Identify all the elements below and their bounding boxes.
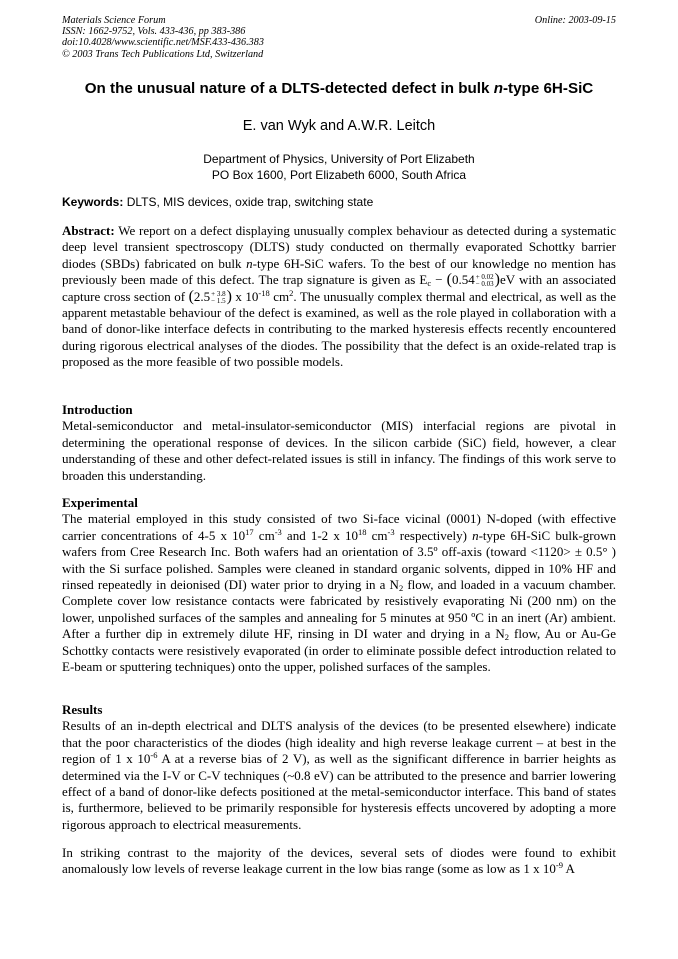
introduction-section (62, 402, 616, 484)
trap-energy: $E_c - (0.54$ + 0.02 − 0.03 )eV with an associated capture cross section of (62, 271, 616, 304)
issn-line: ISSN: 1662-9752, Vols. 433-436, pp 383-386 (62, 26, 246, 38)
doi-line: doi:10.4028/www.scientific.net/MSF.433-436.383 (62, 37, 264, 49)
introduction-text: Metal-semiconductor and metal-insulator-semiconductor (MIS) interfacial regions are pivotal in determining the operational response of devices. In the silicon carbide (SiC) field, however, a clear understanding of these and other defect-related issues is still in infancy. The findings of this work serve to broaden this understanding. (62, 418, 616, 483)
experimental-section: Experimental The material employed in this study consisted of two Si-face vicinal (0001) N-doped (with effective carrier concentrations of 4-5 x $10^{17}$ $cm^{-3}$ and 1-2 x $10^{18}$ $cm^{-3}$ respectively) n-type 6H-SiC bulk-grown wafers from Cree Research Inc. Both wafers had an orientation of 3.5º off-axis (toward <1120> ± 0.5° ) with the Si surface polished. Samples were cleaned in standard organic solvents, dipped in 10% HF and rinsed repeatedly in deionised (DI) water prior to drying in a $N_2$ flow, and loaded in a vacuum chamber. Complete cover low resistance contacts were fabricated by resistively evaporating Ni (200 nm) on the lower, unpolished surfaces of the samples and annealing for 5 minutes at 950 ºC in an inert (Ar) ambient. After a further dip in extremely dilute HF, rinsing in DI water and drying in a $N_2$ flow, Au or Au-Ge Schottky contacts were resistively evaporated (in order to eliminate possible defect introduction related to E-beam or sputtering techniques) onto the upper, polished surfaces of the samples. (62, 495, 616, 675)
introduction-heading: Introduction (62, 402, 133, 417)
journal-name: Materials Science Forum (62, 15, 166, 26)
affiliation (62, 151, 616, 183)
keywords (62, 195, 616, 210)
abstract-label: Abstract: (62, 223, 115, 238)
affiliation-line-1: Department of Physics, University of Port Elizabeth (203, 152, 475, 166)
experimental-heading: Experimental (62, 495, 138, 510)
affiliation-line-2: PO Box 1600, Port Elizabeth 6000, South Africa (211, 168, 467, 182)
results-section: Results Results of an in-depth electrical and DLTS analysis of the devices (to be presented elsewhere) indicate that the poor characteristics of the diodes (high ideality and high reverse leakage current – at best in the region of 1 x $10^{-6}$ A at a reverse bias of 2 V), as well as the significant difference in barrier heights as determined via the I-V or C-V techniques (~0.8 eV) can be attributed to the presence and barrier lowering effect of a band of donor-like defects positioned at the metal-semiconductor interface. This band of states is, furthermore, believed to be primarily responsible for hysteresis effects uncovered by adopting a more rigorous approach to electrical measurements. (62, 702, 617, 832)
keywords-label: Keywords: (62, 195, 124, 209)
online-date: Online: 2003-09-15 (534, 15, 616, 26)
journal-header (62, 15, 616, 60)
results-paragraph-2: In striking contrast to the majority of the devices, several sets of diodes were found to exhibit anomalously low levels of reverse leakage current in the low bias range (some as low as 1 x $10^{-9}$ A (62, 845, 616, 877)
keywords-text: DLTS, MIS devices, oxide trap, switching state (123, 195, 374, 209)
authors: E. van Wyk and A.W.R. Leitch (242, 118, 436, 134)
abstract: Abstract: We report on a defect displaying unusually complex behaviour as detected during a systematic deep level transient spectroscopy (DLTS) study conducted on thermally evaporated Schottky barrier diodes (SBDs) fabricated on bulk n-type 6H-SiC wafers. To the best of our knowledge no mention has previously been made of this defect. The trap signature is given as $E_c - (0.54$ + 0.02 − 0.03 )eV with an associated capture cross section of (2.5 + 3.8 − 1.5 ) x $10^{-18}$ $cm^2$. The unusually complex thermal and electrical, as well as the apparent metastable behaviour of the defect is examined, as well as the role played in collaboration with a band of donor-like interface defects in contributing to the marked hysteresis effects recently encountered during rigorous electrical analyses of the diodes. The possibility that the defect is an oxide-related trap is proposed as the more feasible of two possible models. (62, 223, 617, 370)
capture-cross-section: (2.5 + 3.8 − 1.5 ) x $10^{-18}$ $cm^2$ (188, 287, 294, 305)
paper-title: On the unusual nature of a DLTS-detected defect in bulk n-type 6H-SiC (84, 80, 594, 97)
crystal-direction: <1120> ± 0.5° (530, 544, 608, 560)
copyright-line: © 2003 Trans Tech Publications Ltd, Switzerland (62, 48, 264, 60)
results-heading: Results (62, 702, 103, 717)
